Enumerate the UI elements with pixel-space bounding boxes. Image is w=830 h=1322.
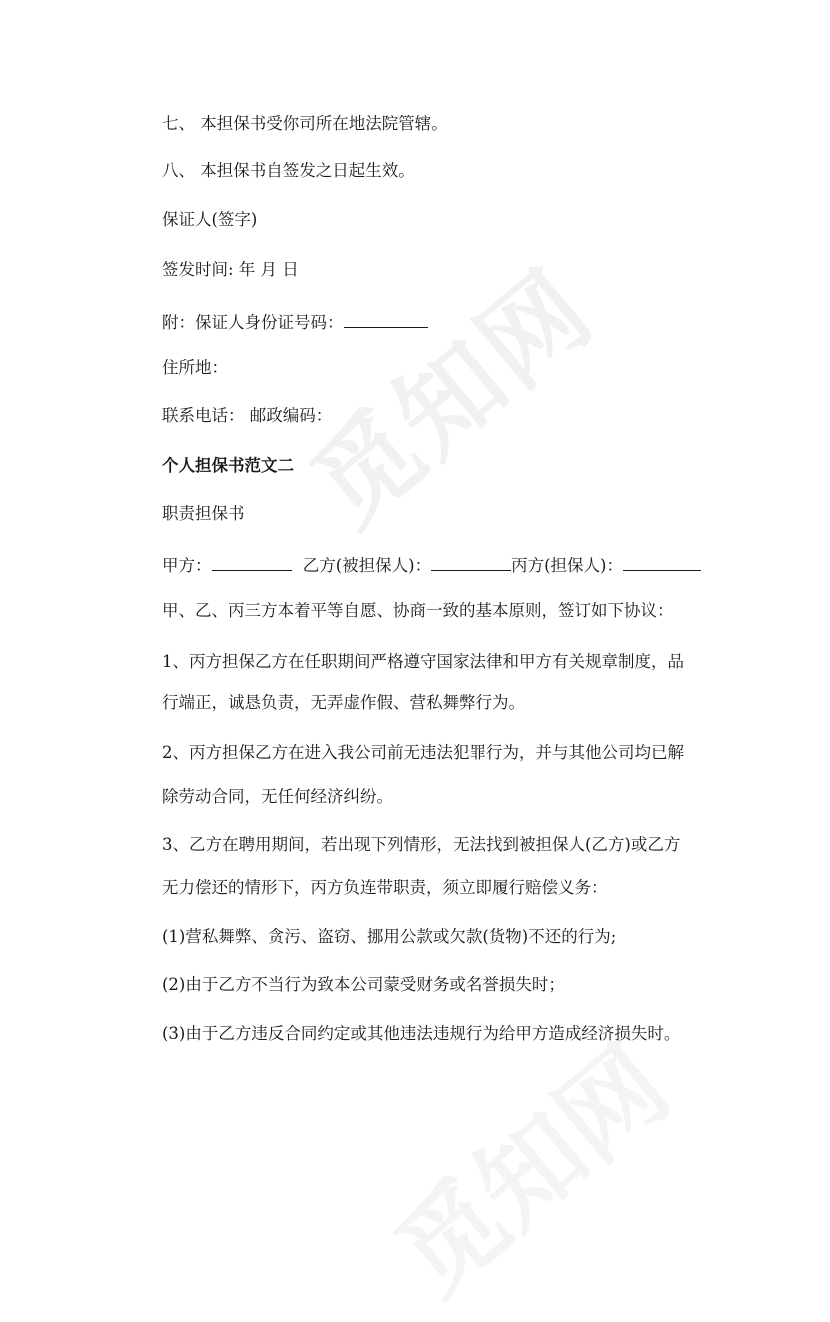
subterm-3: (3)由于乙方违反合同约定或其他违法违规行为给甲方造成经济损失时。 xyxy=(162,1024,681,1043)
party-b-blank xyxy=(431,553,511,571)
party-a-label: 甲方： xyxy=(162,556,212,575)
party-b-label: 乙方(被担保人)： xyxy=(302,556,432,575)
parties-line xyxy=(162,553,701,577)
term-3-line-1: 3、乙方在聘用期间，若出现下列情形，无法找到被担保人(乙方)或乙方 xyxy=(162,835,681,854)
term-1-line-2: 行端正，诚恳负责，无弄虚作假、营私舞弊行为。 xyxy=(162,693,525,712)
guarantor-id-blank xyxy=(344,310,428,328)
term-3-line-2: 无力偿还的情形下，丙方负连带职责，须立即履行赔偿义务： xyxy=(162,878,608,897)
guarantor-signature: 保证人(签字) xyxy=(162,210,258,229)
clause-8: 八、 本担保书自签发之日起生效。 xyxy=(162,161,415,180)
term-2-line-1: 2、丙方担保乙方在进入我公司前无违法犯罪行为，并与其他公司均已解 xyxy=(162,743,684,762)
party-c-label: 丙方(担保人)： xyxy=(511,556,623,575)
party-a-blank xyxy=(212,553,292,571)
section-heading: 个人担保书范文二 xyxy=(162,456,294,475)
subterm-1: (1)营私舞弊、贪污、盗窃、挪用公款或欠款(货物)不还的行为; xyxy=(162,927,617,946)
contact-line: 联系电话： 邮政编码： xyxy=(162,406,333,425)
party-c-blank xyxy=(623,553,701,571)
document-title: 职责担保书 xyxy=(162,504,245,523)
residence: 住所地： xyxy=(162,358,228,377)
watermark-bottom xyxy=(359,1001,681,1299)
term-2-line-2: 除劳动合同，无任何经济纠纷。 xyxy=(162,787,393,806)
guarantor-id-line xyxy=(162,310,428,334)
term-1-line-1: 1、丙方担保乙方在任职期间严格遵守国家法律和甲方有关规章制度，品 xyxy=(162,652,684,671)
guarantor-id-label: 附：保证人身份证号码： xyxy=(162,313,344,332)
issue-date: 签发时间: 年 月 日 xyxy=(162,260,299,279)
agreement-intro: 甲、乙、丙三方本着平等自愿、协商一致的基本原则，签订如下协议： xyxy=(162,601,674,620)
watermark: 觅知网 xyxy=(289,246,616,549)
clause-7: 七、 本担保书受你司所在地法院管辖。 xyxy=(162,114,448,133)
subterm-2: (2)由于乙方不当行为致本公司蒙受财务或名誉损失时； xyxy=(162,975,565,994)
